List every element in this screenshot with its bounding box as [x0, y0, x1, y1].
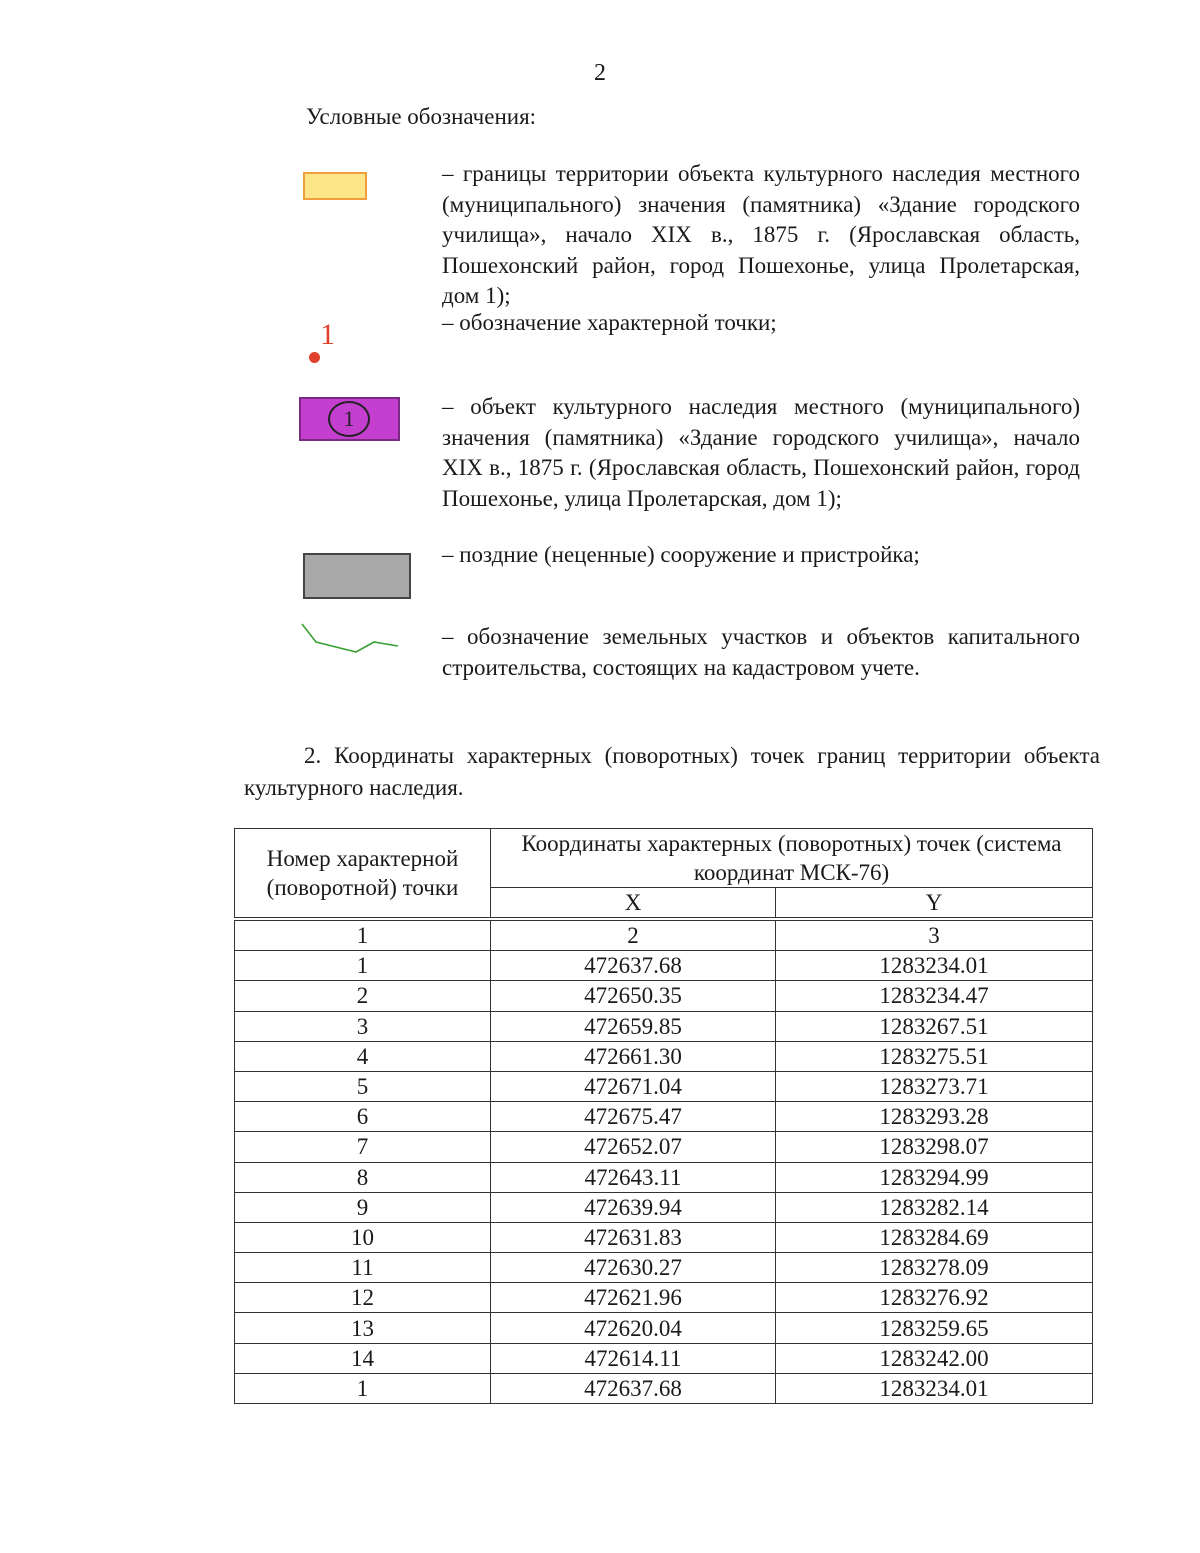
y-coordinate-cell: 1283267.51 — [776, 1011, 1093, 1041]
point-number-cell: 10 — [235, 1222, 491, 1252]
y-coordinate-cell: 1283282.14 — [776, 1192, 1093, 1222]
point-number-cell: 5 — [235, 1071, 491, 1101]
y-coordinate-cell: 1283259.65 — [776, 1313, 1093, 1343]
cadastral-line-icon — [300, 622, 400, 654]
point-number-cell: 7 — [235, 1132, 491, 1162]
y-coordinate-cell: 1283234.01 — [776, 1373, 1093, 1403]
x-coordinate-cell: 472631.83 — [491, 1222, 776, 1252]
y-coordinate-cell: 1283234.01 — [776, 951, 1093, 981]
point-number-cell: 3 — [235, 1011, 491, 1041]
table-row — [235, 1071, 1093, 1101]
table-row — [235, 951, 1093, 981]
coordinates-table — [234, 828, 1093, 1404]
y-coordinate-cell: 1283298.07 — [776, 1132, 1093, 1162]
column-number: 3 — [776, 919, 1093, 951]
y-coordinate-cell: 1283234.47 — [776, 981, 1093, 1011]
table-row — [235, 1132, 1093, 1162]
column-number: 1 — [235, 919, 491, 951]
point-number-cell: 2 — [235, 981, 491, 1011]
header-point-number: Номер характерной (поворотной) точки — [235, 829, 491, 920]
point-number-cell: 13 — [235, 1313, 491, 1343]
section-heading: 2. Координаты характерных (поворотных) точек границ территории объекта культурного наследия. — [244, 743, 1100, 800]
table-row — [235, 1102, 1093, 1132]
table-row — [235, 1283, 1093, 1313]
x-coordinate-cell: 472639.94 — [491, 1192, 776, 1222]
legend-text-cadastral: – обозначение земельных участков и объектов капитального строительства, состоящих на кадастровом учете. — [442, 624, 1080, 680]
page-number: 2 — [594, 60, 606, 86]
point-number-cell: 8 — [235, 1162, 491, 1192]
x-coordinate-cell: 472659.85 — [491, 1011, 776, 1041]
y-coordinate-cell: 1283284.69 — [776, 1222, 1093, 1252]
legend-title: Условные обозначения: — [306, 104, 537, 129]
y-coordinate-cell: 1283294.99 — [776, 1162, 1093, 1192]
y-coordinate-cell: 1283276.92 — [776, 1283, 1093, 1313]
characteristic-point-symbol — [305, 318, 345, 364]
table-row — [235, 1222, 1093, 1252]
point-number-cell: 6 — [235, 1102, 491, 1132]
point-number-cell: 14 — [235, 1343, 491, 1373]
y-coordinate-cell: 1283242.00 — [776, 1343, 1093, 1373]
x-coordinate-cell: 472643.11 — [491, 1162, 776, 1192]
territory-boundary-symbol — [303, 172, 367, 200]
x-coordinate-cell: 472621.96 — [491, 1283, 776, 1313]
legend-text-heritage-object: – объект культурного наследия местного (муниципального) значения (памятника) «Здание городского училища», начало XIX в., 1875 г. (Ярославская область, Пошехонский район, город Пошехонье, улица Пролетарская, дом 1); — [442, 394, 1080, 511]
x-coordinate-cell: 472671.04 — [491, 1071, 776, 1101]
x-coordinate-cell: 472620.04 — [491, 1313, 776, 1343]
header-coordinates: Координаты характерных (поворотных) точек (система координат МСК-76) — [491, 829, 1093, 888]
x-coordinate-cell: 472652.07 — [491, 1132, 776, 1162]
table-row — [235, 1041, 1093, 1071]
y-coordinate-cell: 1283275.51 — [776, 1041, 1093, 1071]
legend-text-characteristic-point: – обозначение характерной точки; — [442, 310, 777, 335]
point-number-cell: 12 — [235, 1283, 491, 1313]
table-row — [235, 1343, 1093, 1373]
column-number-row — [235, 919, 1093, 951]
table-row — [235, 1373, 1093, 1403]
table-row — [235, 1192, 1093, 1222]
point-label: 1 — [320, 318, 335, 351]
y-coordinate-cell: 1283293.28 — [776, 1102, 1093, 1132]
legend-text-late-structures: – поздние (неценные) сооружение и пристройка; — [442, 542, 920, 567]
table-row — [235, 1011, 1093, 1041]
x-coordinate-cell: 472630.27 — [491, 1253, 776, 1283]
x-coordinate-cell: 472675.47 — [491, 1102, 776, 1132]
late-structures-symbol — [303, 553, 411, 599]
y-coordinate-cell: 1283273.71 — [776, 1071, 1093, 1101]
column-number: 2 — [491, 919, 776, 951]
x-coordinate-cell: 472614.11 — [491, 1343, 776, 1373]
point-number-cell: 11 — [235, 1253, 491, 1283]
x-coordinate-cell: 472637.68 — [491, 1373, 776, 1403]
object-number-circle: 1 — [328, 401, 370, 437]
table-row — [235, 1253, 1093, 1283]
heritage-object-symbol — [299, 397, 400, 441]
point-number-cell: 4 — [235, 1041, 491, 1071]
legend-text-territory-boundary: – границы территории объекта культурного наследия местного (муниципального) значения (памятника) «Здание городского училища», начало XIX в., 1875 г. (Ярославская область, Пошехонский район, город Пошехонье, улица Пролетарская, дом 1); — [442, 161, 1080, 308]
y-coordinate-cell: 1283278.09 — [776, 1253, 1093, 1283]
table-row — [235, 981, 1093, 1011]
x-coordinate-cell: 472650.35 — [491, 981, 776, 1011]
x-coordinate-cell: 472661.30 — [491, 1041, 776, 1071]
table-row — [235, 1313, 1093, 1343]
table-row — [235, 1162, 1093, 1192]
point-number-cell: 1 — [235, 1373, 491, 1403]
header-y: Y — [776, 888, 1093, 920]
x-coordinate-cell: 472637.68 — [491, 951, 776, 981]
header-x: X — [491, 888, 776, 920]
point-number-cell: 1 — [235, 951, 491, 981]
red-point-icon — [309, 352, 320, 363]
point-number-cell: 9 — [235, 1192, 491, 1222]
